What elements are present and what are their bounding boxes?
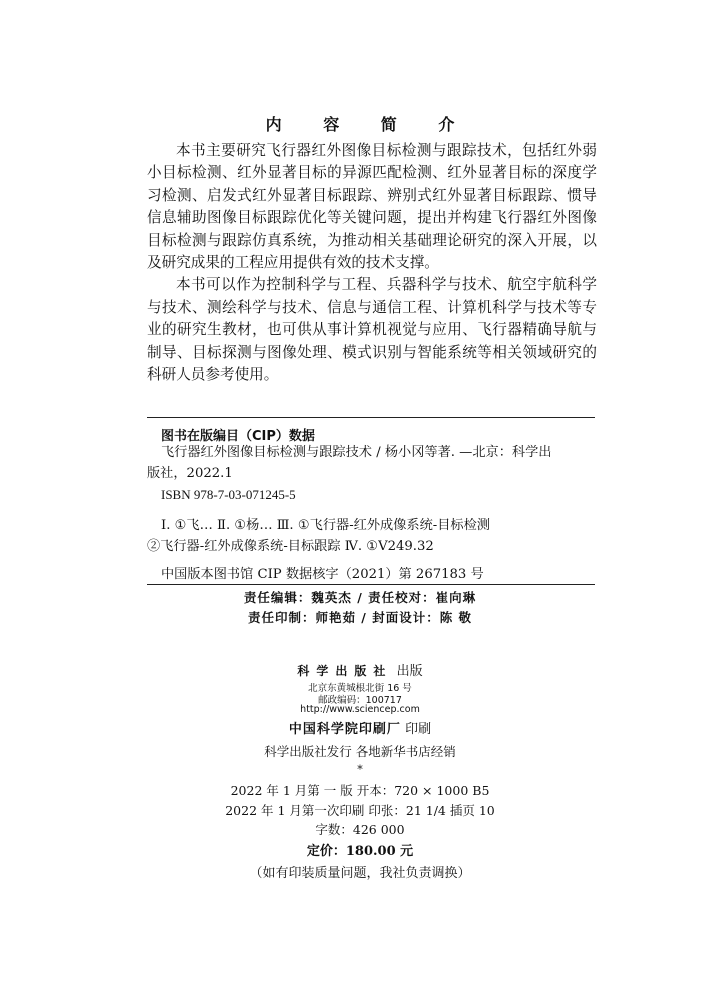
summary-paragraph-1: 本书主要研究飞行器红外图像目标检测与跟踪技术，包括红外弱小目标检测、红外显著目标的异源匹配检测、红外显著目标的深度学习检测、启发式红外显著目标跟踪、辨别式红外显著目标跟踪、惯导信息辅助图像目标跟踪优化等关键问题，提出并构建飞行器红外图像目标检测与跟踪仿真系统，为推动相关基础理论研究的深入开展，以及研究成果的工程应用提供有效的技术支撑。 [147, 142, 597, 272]
cip-title-entry [147, 442, 595, 484]
printer-suffix: 印刷 [405, 722, 432, 737]
publisher-name: 科学出版社 [297, 664, 393, 678]
printer-line [0, 718, 720, 737]
content-summary [147, 140, 597, 386]
cip-classification [147, 515, 601, 557]
publisher-postcode: 邮政编码：100717 [318, 695, 402, 706]
price: 定价：180.00 元 [306, 844, 414, 859]
cip-bottom-rule [147, 584, 595, 585]
cip-top-rule [147, 417, 595, 418]
staff-line-2: 责任印制：师艳茹 / 封面设计：陈 敬 [247, 610, 473, 625]
publisher-line [0, 660, 720, 679]
cip-number: 中国版本图书馆 CIP 数据核字（2021）第 267183 号 [161, 567, 484, 582]
separator-star: * [357, 763, 363, 776]
distribution: 科学出版社发行 各地新华书店经销 [264, 744, 456, 759]
publisher-url: http://www.sciencep.com [300, 704, 420, 715]
cip-class-line-2: ②飞行器-红外成像系统-目标跟踪 Ⅳ. ①V249.32 [147, 539, 434, 554]
cip-heading: 图书在版编目（CIP）数据 [161, 429, 315, 444]
word-count: 字数：426 000 [315, 822, 405, 837]
cip-class-line-1: Ⅰ. ①飞… Ⅱ. ①杨… Ⅲ. ①飞行器-红外成像系统-目标检测 [161, 518, 490, 533]
quality-notice: （如有印装质量问题，我社负责调换） [249, 866, 471, 881]
staff-line-1: 责任编辑：魏英杰 / 责任校对：崔向琳 [243, 590, 477, 605]
edition-line-1: 2022 年 1 月第 一 版 开本：720 × 1000 B5 [230, 783, 490, 798]
edition-line-2: 2022 年 1 月第一次印刷 印张：21 1/4 插页 10 [225, 803, 495, 818]
cip-title-line-1: 飞行器红外图像目标检测与跟踪技术 / 杨小冈等著. —北京：科学出 [161, 445, 552, 460]
isbn: ISBN 978-7-03-071245-5 [161, 487, 296, 502]
publisher-suffix: 出版 [396, 664, 423, 679]
summary-paragraph-2: 本书可以作为控制科学与工程、兵器科学与技术、航空宇航科学与技术、测绘科学与技术、信息与通信工程、计算机科学与技术等专业的研究生教材，也可供从事计算机视觉与应用、飞行器精确导航与制导、目标探测与图像处理、模式识别与智能系统等相关领域研究的科研人员参考使用。 [147, 276, 597, 384]
cip-title-line-2: 版社，2022.1 [147, 466, 233, 481]
page-title: 内 容 简 介 [265, 115, 473, 134]
printer-name: 中国科学院印刷厂 [288, 722, 401, 737]
publisher-address: 北京东黄城根北街 16 号 [308, 683, 412, 694]
